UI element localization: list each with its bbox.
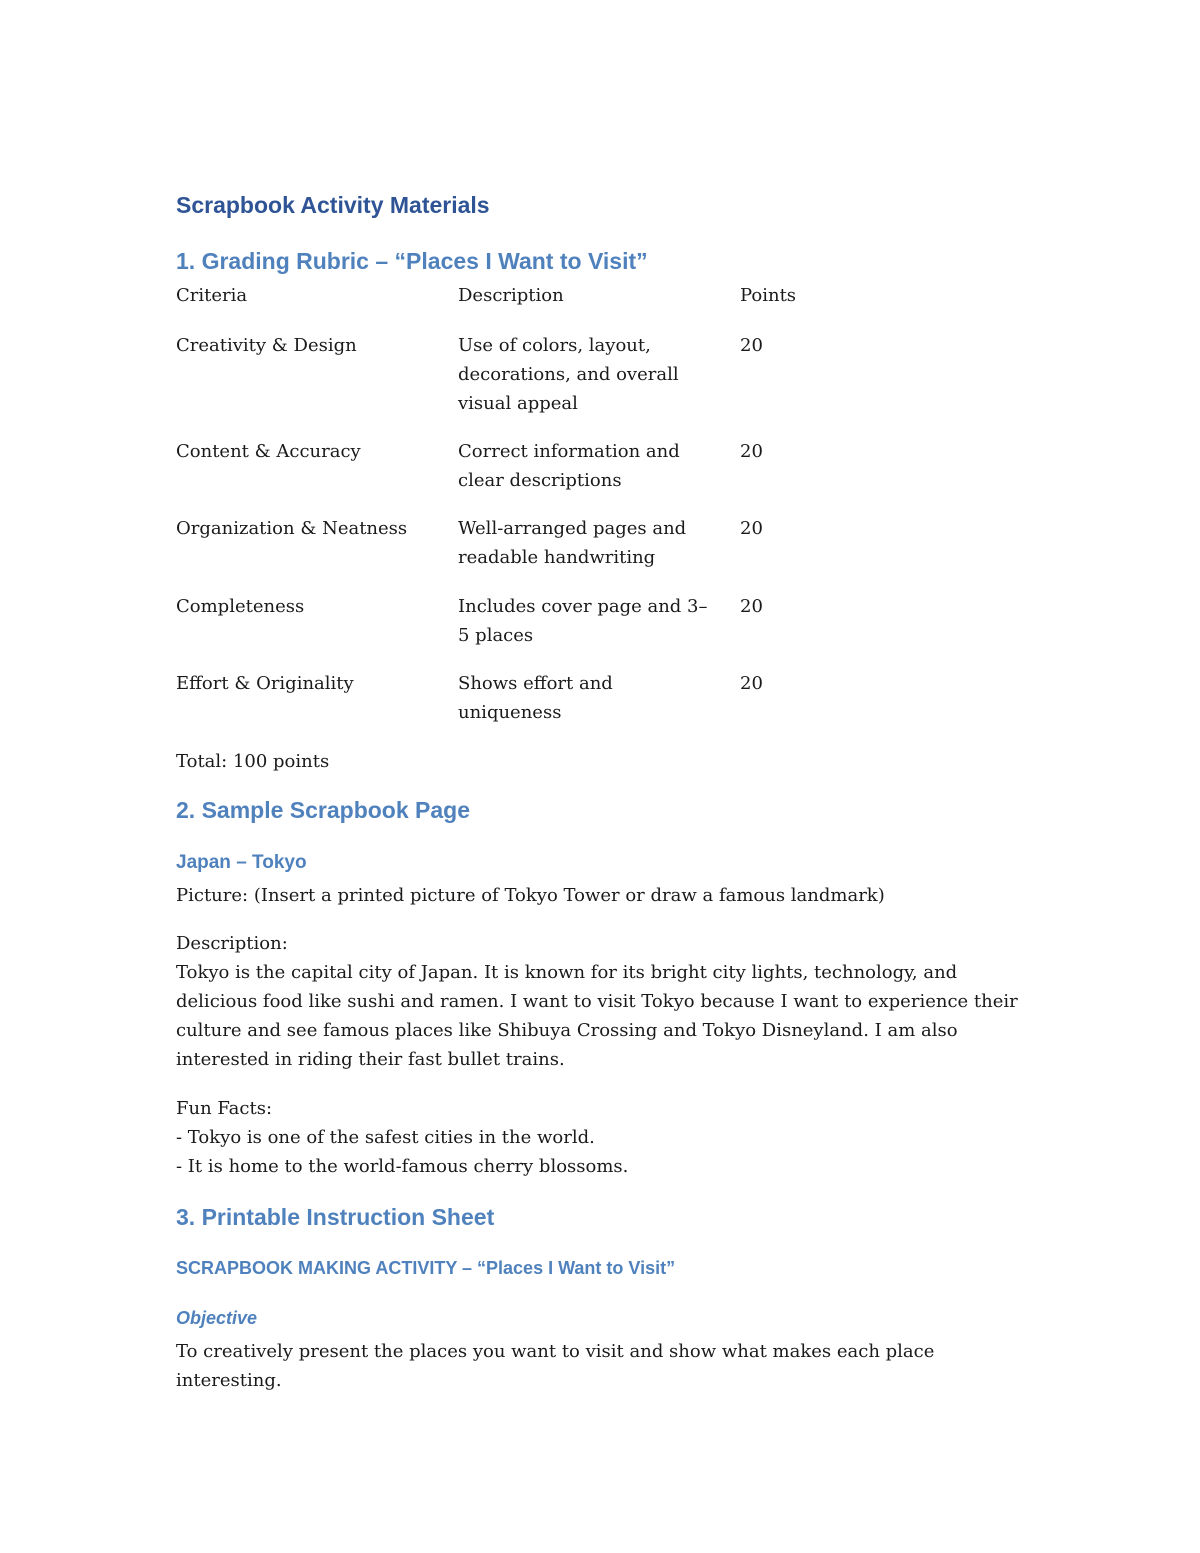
fun-facts-block: [176, 1094, 628, 1181]
points-cell: 20: [740, 335, 763, 356]
description-line: Use of colors, layout,: [458, 335, 651, 356]
picture-note: Picture: (Insert a printed picture of Tokyo Tower or draw a famous landmark): [176, 885, 885, 906]
objective-line: To creatively present the places you want to visit and show what makes each place: [176, 1341, 935, 1362]
criteria-cell: Content & Accuracy: [176, 441, 361, 462]
section-1-heading: 1. Grading Rubric – “Places I Want to Visit”: [176, 248, 648, 274]
description-line: uniqueness: [458, 702, 562, 723]
document-title: Scrapbook Activity Materials: [176, 192, 490, 218]
description-cell: [458, 331, 679, 418]
list-item: - It is home to the world-famous cherry blossoms.: [176, 1156, 629, 1177]
description-line: 5 places: [458, 625, 534, 646]
description-line: readable handwriting: [458, 547, 656, 568]
list-item: - Tokyo is one of the safest cities in the world.: [176, 1127, 595, 1148]
description-cell: [458, 514, 686, 572]
description-cell: [458, 592, 708, 650]
description-label: Description:: [176, 933, 288, 954]
points-cell: 20: [740, 673, 763, 694]
fun-facts-label: Fun Facts:: [176, 1098, 273, 1119]
description-line: visual appeal: [458, 393, 578, 414]
objective-text: [176, 1337, 934, 1395]
description-line: Correct information and: [458, 441, 680, 462]
criteria-cell: Organization & Neatness: [176, 518, 408, 539]
section-2-heading: 2. Sample Scrapbook Page: [176, 797, 471, 823]
description-line: interested in riding their fast bullet trains.: [176, 1049, 565, 1070]
header-criteria: Criteria: [176, 285, 248, 306]
criteria-cell: Completeness: [176, 596, 305, 617]
criteria-cell: Creativity & Design: [176, 335, 357, 356]
section-3-heading: 3. Printable Instruction Sheet: [176, 1204, 495, 1230]
activity-title: SCRAPBOOK MAKING ACTIVITY – “Places I Want to Visit”: [176, 1258, 676, 1278]
points-cell: 20: [740, 518, 763, 539]
description-line: Tokyo is the capital city of Japan. It is known for its bright city lights, technology, and: [176, 962, 958, 983]
sample-place-heading: Japan – Tokyo: [176, 852, 307, 873]
description-line: decorations, and overall: [458, 364, 679, 385]
description-line: clear descriptions: [458, 470, 622, 491]
description-line: Shows effort and: [458, 673, 613, 694]
description-block: [176, 929, 1018, 1074]
objective-heading: Objective: [176, 1308, 258, 1328]
description-line: Well-arranged pages and: [458, 518, 687, 539]
description-cell: [458, 669, 613, 727]
header-points: Points: [740, 285, 797, 306]
rubric-total: Total: 100 points: [176, 751, 330, 772]
objective-line: interesting.: [176, 1370, 282, 1391]
points-cell: 20: [740, 596, 763, 617]
description-line: Includes cover page and 3–: [458, 596, 708, 617]
description-line: delicious food like sushi and ramen. I want to visit Tokyo because I want to experience their: [176, 991, 1018, 1012]
description-cell: [458, 437, 680, 495]
description-line: culture and see famous places like Shibuya Crossing and Tokyo Disneyland. I am also: [176, 1020, 958, 1041]
header-description: Description: [458, 285, 564, 306]
points-cell: 20: [740, 441, 763, 462]
criteria-cell: Effort & Originality: [176, 673, 354, 694]
